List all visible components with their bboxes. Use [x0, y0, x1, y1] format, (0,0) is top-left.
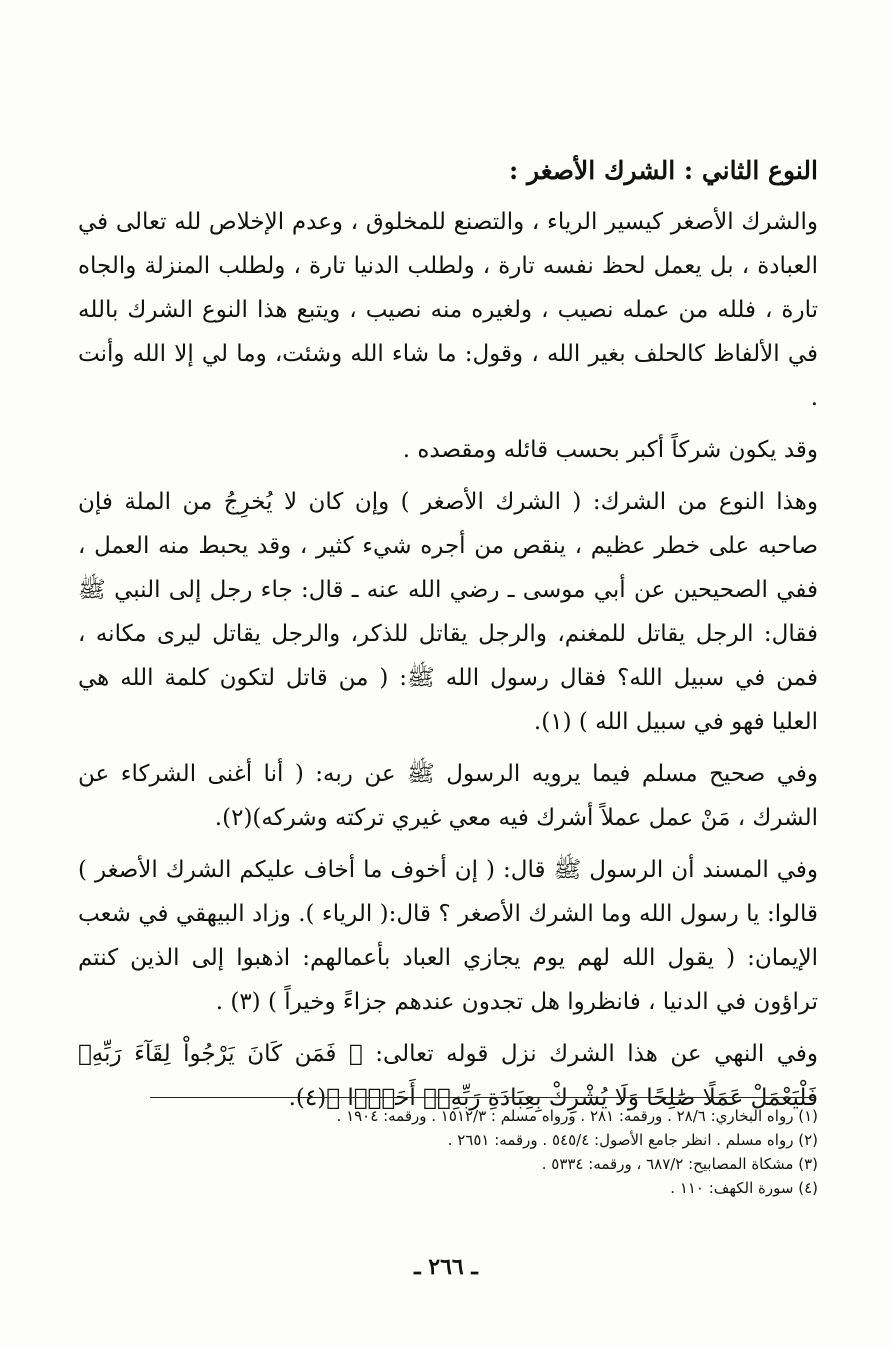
paragraph-muslim-hadith: وفي صحيح مسلم فيما يرويه الرسول ﷺ عن ربه: ( أنا أغنى الشركاء عن الشرك ، مَنْ عمل عملاً أشرك فيه معي غيري تركته وشركه)(٢). — [78, 761, 818, 831]
paragraph-danger-hadith: وهذا النوع من الشرك: ( الشرك الأصغر ) وإن كان لا يُخرِجُ من الملة فإن صاحبه على خطر عظيم ، ينقص من أجره شيء كثير ، وقد يحبط منه العمل ، ففي الصحيحين عن أبي موسى ـ رضي الله عنه ـ قال: جاء رجل إلى النبي ﷺ فقال: الرجل يقاتل للمغنم، والرجل يقاتل للذكر، والرجل يقاتل ليرى مكانه ، فمن في سبيل الله؟ فقال رسول الله ﷺ: ( من قاتل لتكون كلمة الله هي العليا فهو في سبيل الله ) (١). — [78, 489, 818, 735]
footnote-divider — [150, 1097, 814, 1098]
paragraph-quran-verse: وفي النهي عن هذا الشرك نزل قوله تعالى: ﴿ فَمَن كَانَ يَرْجُواْ لِقَآءَ رَبِّهِۦ فَلْيَعْمَلْ عَمَلًا صَٰلِحًا وَلَا يُشْرِكْ بِعِبَادَةِ رَبِّهِۦٓ أَحَدًۢا ﴾(٤). — [78, 1041, 818, 1111]
footnote-2: (٢) رواه مسلم . انظر جامع الأصول: ٥٤٥/٤ . ورقمه: ٢٦٥١ . — [447, 1131, 818, 1149]
section-heading: النوع الثاني : الشرك الأصغر : — [509, 156, 818, 185]
footnotes — [120, 1104, 818, 1200]
paragraph-musnad-hadith: وفي المسند أن الرسول ﷺ قال: ( إن أخوف ما أخاف عليكم الشرك الأصغر ) قالوا: يا رسول الله وما الشرك الأصغر ؟ قال:( الرياء ). وزاد البيهقي في شعب الإيمان: ( يقول الله لهم يوم يجازي العباد بأعمالهم: اذهبوا إلى الذين كنتم تراؤون في الدنيا ، فانظروا هل تجدون عندهم جزاءً وخيراً ) (٣) . — [78, 857, 818, 1015]
main-text-body — [78, 148, 818, 1128]
footnote-3: (٣) مشكاة المصابيح: ٦٨٧/٢ ، ورقمه: ٥٣٣٤ . — [541, 1155, 818, 1173]
paragraph-minor-shirk-definition: والشرك الأصغر كيسير الرياء ، والتصنع للمخلوق ، وعدم الإخلاص لله تعالى في العبادة ، بل يعمل لحظ نفسه تارة ، ولطلب الدنيا تارة ، ولطلب المنزلة والجاه تارة ، فلله من عمله نصيب ، ولغيره منه نصيب ، ويتبع هذا النوع الشرك بالله في الألفاظ كالحلف بغير الله ، وقول: ما شاء الله وشئت، وما لي إلا الله وأنت . — [78, 209, 818, 411]
footnote-1: (١) رواه البخاري: ٢٨/٦ . ورقمه: ٢٨١ . ورواه مسلم : ١٥١٢/٣ . ورقمه: ١٩٠٤ . — [336, 1107, 818, 1125]
paragraph-major-shirk-note: وقد يكون شركاً أكبر بحسب قائله ومقصده . — [402, 437, 818, 463]
page-number: ـ ٢٦٦ ـ — [414, 1254, 478, 1280]
footnote-4: (٤) سورة الكهف: ١١٠ . — [670, 1179, 818, 1197]
